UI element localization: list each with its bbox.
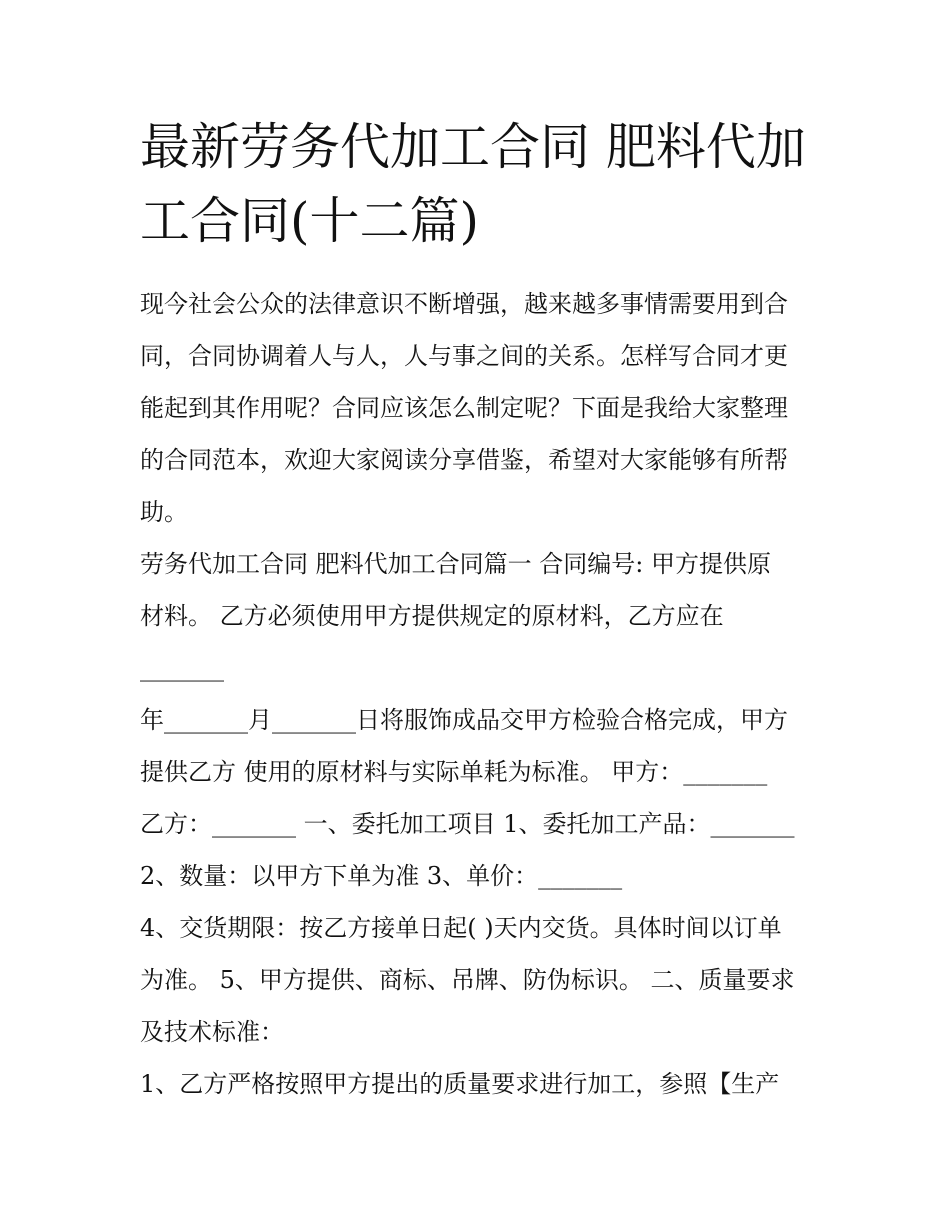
document-page	[140, 110, 820, 1110]
intro-paragraph: 现今社会公众的法律意识不断增强，越来越多事情需要用到合 同，合同协调着人与人，人与事之间的关系。怎样写合同才更 能起到其作用呢？合同应该怎么制定呢？下面是我给大家整理 的合同范本，欢迎大家阅读分享借鉴，希望对大家能够有所帮 助。	[140, 290, 788, 526]
contract-paragraph-1: 劳务代加工合同 肥料代加工合同篇一 合同编号: 甲方提供原 材料。 乙方必须使用甲方提供规定的原材料，乙方应在 _______ 年_______月_______日将服饰成品交甲方检验合格完成，甲方 提供乙方 使用的原材料与实际单耗为标准。 甲方：_______ 乙方：_______ 一、委托加工项目 1、委托加工产品：_______ 2、数量：以甲方下单为准 3、单价：_______	[140, 550, 795, 890]
contract-paragraph-3: 1、乙方严格按照甲方提出的质量要求进行加工，参照【生产	[140, 1070, 780, 1098]
document-title: 最新劳务代加工合同 肥料代加 工合同(十二篇)	[140, 118, 806, 250]
contract-paragraph-2: 4、交货期限：按乙方接单日起( )天内交货。具体时间以订单 为准。 5、甲方提供、商标、吊牌、防伪标识。 二、质量要求 及技术标准：	[140, 914, 795, 1046]
